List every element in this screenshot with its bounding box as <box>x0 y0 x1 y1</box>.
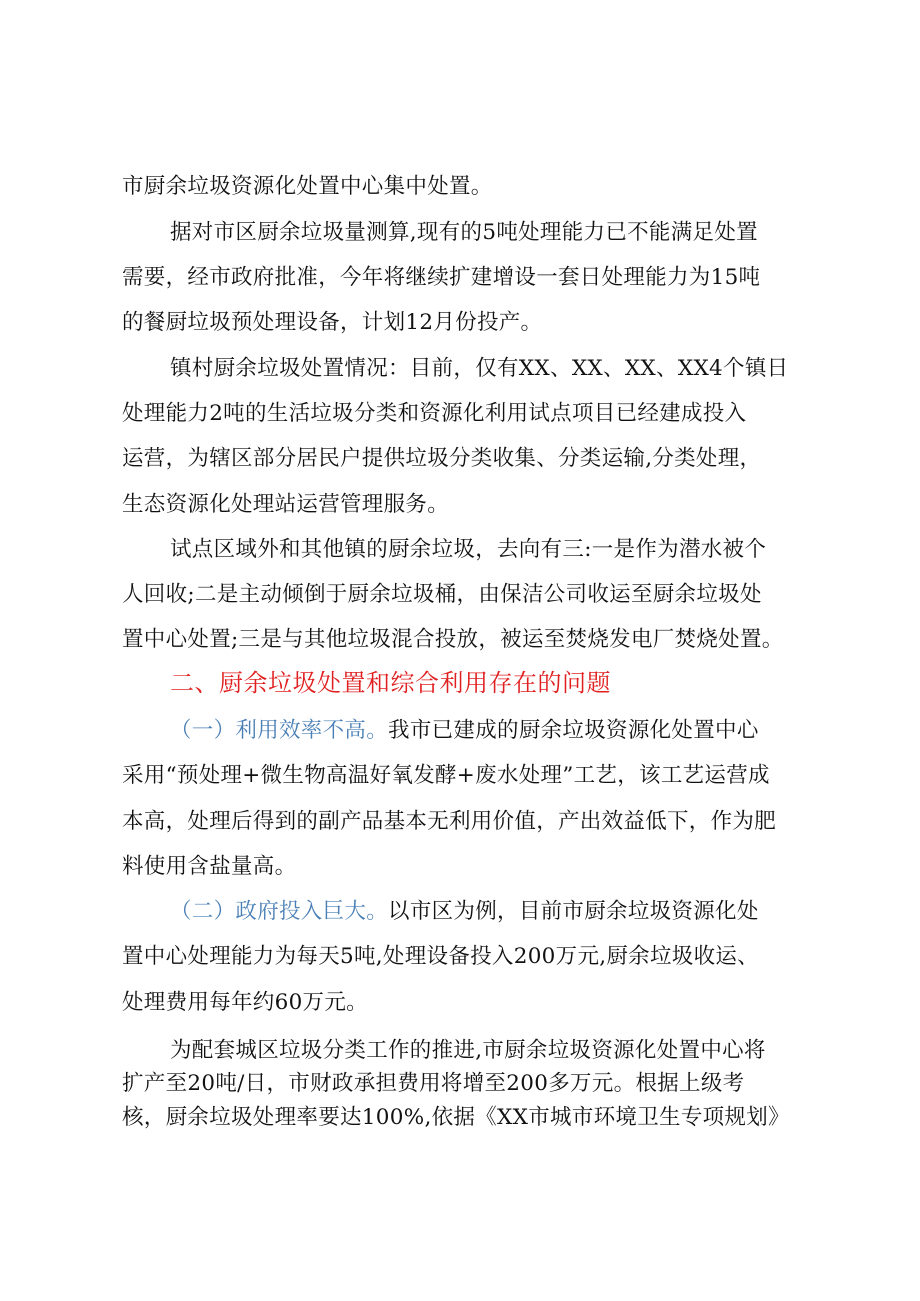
paragraph-line <box>170 716 822 746</box>
paragraph-line: 人回收;二是主动倾倒于厨余垃圾桶，由保洁公司收运至厨余垃圾处 <box>122 582 762 607</box>
subsection-title: （二）政府投入巨大。 <box>170 899 389 924</box>
paragraph-line: 置中心处理能力为每天5吨,处理设备投入200万元,厨余垃圾收运、 <box>122 944 759 969</box>
paragraph-line: 处理能力2吨的生活垃圾分类和资源化利用试点项目已经建成投入 <box>122 401 747 426</box>
subsection-title: （一）利用效率不高。 <box>170 718 389 743</box>
section-heading: 二、厨余垃圾处置和综合利用存在的问题 <box>170 669 611 697</box>
paragraph-text: 我市已建成的厨余垃圾资源化处置中心 <box>388 718 759 743</box>
paragraph-line: 置中心处置;三是与其他垃圾混合投放，被运至焚烧发电厂焚烧处置。 <box>122 627 784 652</box>
paragraph-line: 为配套城区垃圾分类工作的推进,市厨余垃圾资源化处置中心将 <box>170 1038 766 1063</box>
paragraph-line: 扩产至20吨/日，市财政承担费用将增至200多万元。根据上级考 <box>122 1071 745 1096</box>
paragraph-line: 镇村厨余垃圾处置情况：目前，仅有XX、XX、XX、XX4个镇日 <box>170 356 789 381</box>
paragraph-line: 据对市区厨余垃圾量测算,现有的5吨处理能力已不能满足处置 <box>170 220 758 245</box>
paragraph-line: 料使用含盐量高。 <box>122 854 297 879</box>
paragraph-line: 的餐厨垃圾预处理设备，计划12月份投产。 <box>122 310 543 335</box>
paragraph-line: 核，厨余垃圾处理率要达100%,依据《XX市城市环境卫生专项规划》 <box>122 1105 790 1130</box>
paragraph-line: 需要，经市政府批准，今年将继续扩建增设一套日处理能力为15吨 <box>122 265 761 290</box>
paragraph-line: 本高，处理后得到的副产品基本无利用价值，产出效益低下，作为肥 <box>122 809 777 834</box>
paragraph-line <box>170 897 822 927</box>
paragraph-line: 生态资源化处理站运营管理服务。 <box>122 492 450 517</box>
paragraph-line: 试点区域外和其他镇的厨余垃圾，去向有三:一是作为潜水被个 <box>170 537 767 562</box>
paragraph-line: 采用“预处理+微生物高温好氧发酵+废水处理”工艺，该工艺运营成 <box>122 763 770 788</box>
paragraph-text: 以市区为例，目前市厨余垃圾资源化处 <box>388 899 759 924</box>
paragraph-line: 市厨余垃圾资源化处置中心集中处置。 <box>122 174 493 199</box>
paragraph-line: 处理费用每年约60万元。 <box>122 990 368 1015</box>
paragraph-line: 运营，为辖区部分居民户提供垃圾分类收集、分类运输,分类处理， <box>122 446 762 471</box>
